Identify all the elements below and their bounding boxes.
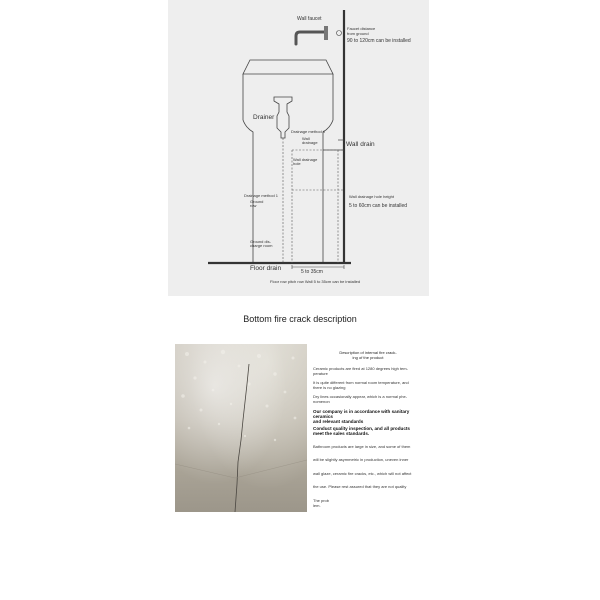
- wall-drainage-label: Wall: [302, 136, 310, 141]
- wall-faucet-shape: [296, 32, 326, 44]
- description-line: perature: [313, 370, 328, 376]
- drainer-fitting: [274, 97, 292, 138]
- description-tail: The prob: [313, 497, 330, 503]
- floor-drain-label: Floor drain: [250, 265, 282, 272]
- inspection-statement-2: meet the sales standards.: [313, 430, 370, 436]
- standards-statement: Our company is in accordance with sanitary ceramics: [313, 408, 410, 419]
- inspection-statement: Conduct quality inspection, and all products: [313, 425, 410, 431]
- description-block: [313, 350, 423, 508]
- description-paragraph: Bathroom products are large in size, and some of them: [313, 443, 411, 449]
- wall-drainage-label-2: drainage: [302, 140, 318, 145]
- ground-row-label: Ground: [250, 199, 264, 204]
- wall-drainage-hole-label-2: hole: [293, 161, 301, 166]
- description-title-line-1: Description of internal fire crack-: [339, 350, 397, 355]
- wall-range-label: 5 to 60cm can be installed: [349, 203, 408, 209]
- faucet-distance-label-2: from ground: [347, 31, 369, 36]
- ground-discharge-label-2: charge room: [250, 243, 273, 248]
- ground-row-label-2: row: [250, 203, 257, 208]
- drainage-method-1-label: Drainage method 1: [244, 193, 279, 198]
- drainage-method-2-label: Drainage method #: [291, 129, 326, 134]
- wall-drainage-hole-label: Wall drainage: [293, 157, 318, 162]
- description-paragraph: the use. Please rest assured that they are not quality: [313, 484, 407, 490]
- description-title-line-2: ing of the product: [352, 355, 384, 360]
- description-line: It is quite different from normal room temperature, and: [313, 380, 409, 386]
- wall-faucet-label: Wall faucet: [297, 16, 322, 22]
- drainer-label: Drainer: [253, 114, 275, 121]
- description-line: Ceramic products are fired at 1280 degrees high tem-: [313, 366, 408, 371]
- installation-diagram: [168, 0, 429, 296]
- crack-drawing: [175, 344, 307, 512]
- fire-crack-photo: [175, 344, 307, 512]
- floor-range-label: 5 to 35cm: [301, 269, 323, 275]
- section-title: Bottom fire crack description: [243, 314, 357, 324]
- faucet-mount: [324, 26, 328, 40]
- faucet-distance-label: Faucet distance: [347, 26, 376, 31]
- wall-drainage-hole-height-label: Wall drainage hole height: [349, 194, 394, 199]
- description-paragraph: wall glaze, ceramic fire cracks, etc., which will not affect: [313, 470, 412, 476]
- wall-drain-label: Wall drain: [346, 141, 375, 148]
- footnote-label: Floor row pitch row Wall 5 to 35cm can be installed: [270, 279, 361, 284]
- description-line: nomenon: [313, 398, 330, 404]
- description-paragraph: will be slightly asymmetric in production, uneven inner: [313, 457, 409, 463]
- standards-statement-2: and relevant standards: [313, 418, 364, 424]
- diagram-drawing: [168, 0, 429, 296]
- faucet-height-marker: [337, 31, 342, 36]
- ground-discharge-label: Ground dis-: [250, 239, 271, 244]
- description-tail-2: lem.: [313, 502, 321, 508]
- pedestal-basin: [243, 60, 333, 263]
- description-title: [313, 350, 423, 360]
- description-line: Dry lines occasionally appear, which is a normal phe-: [313, 394, 408, 400]
- description-line: there is no glazing: [313, 384, 346, 390]
- faucet-range-label: 90 to 120cm can be installed: [347, 38, 411, 44]
